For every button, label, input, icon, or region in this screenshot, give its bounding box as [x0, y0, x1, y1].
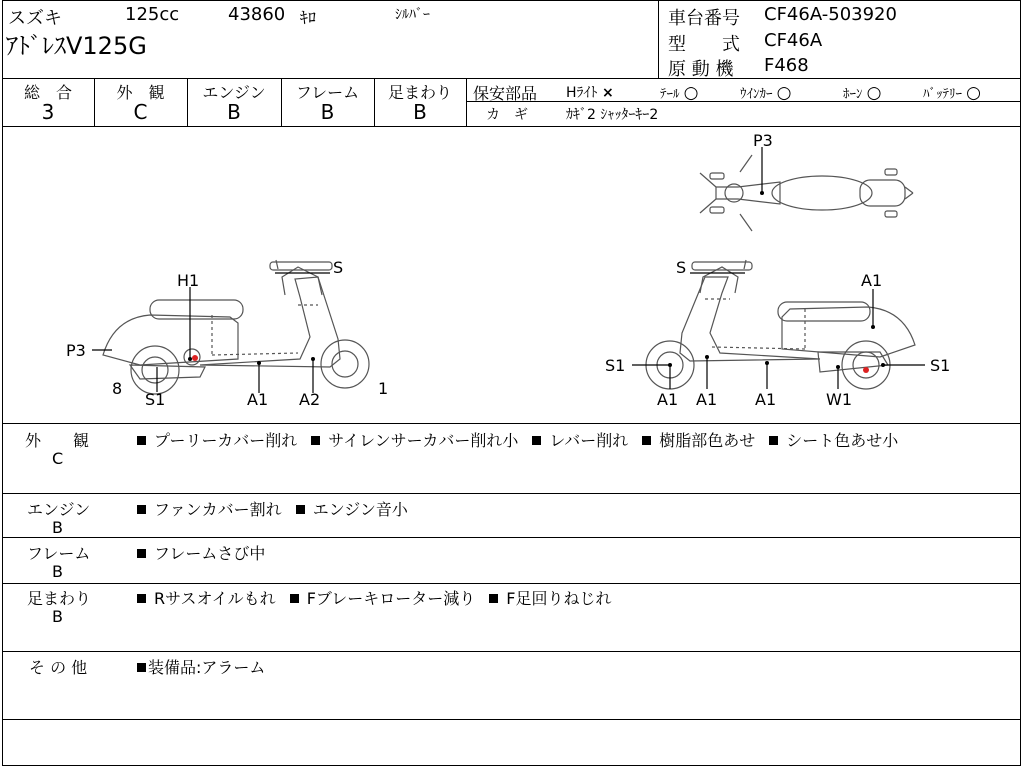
detail-items-other [137, 655, 279, 678]
scooter-top-view-icon [700, 155, 913, 231]
diagram-bottom-line [2, 423, 1021, 424]
detail-item: プーリーカバー削れ [137, 428, 297, 451]
diagram-label-a1-right-2: A1 [696, 390, 718, 409]
safety-label: 保安部品 [473, 84, 538, 103]
bullet-square-icon [137, 436, 146, 445]
detail-grade-suspension: B [52, 607, 63, 626]
detail-items-engine [137, 497, 422, 520]
bullet-square-icon [296, 505, 305, 514]
type-label: 型 式 [668, 34, 740, 55]
detail-item: 樹脂部色あせ [642, 428, 755, 451]
diagram-label-1: 1 [378, 379, 389, 398]
model-name: ｱﾄﾞﾚｽV125G [6, 32, 147, 60]
diagram-label-a1-right-1: A1 [657, 390, 679, 409]
detail-category-engine: エンジン [27, 500, 91, 519]
displacement: 125cc [125, 4, 180, 25]
bullet-square-icon [311, 436, 320, 445]
diagram-label-a1-right: A1 [861, 271, 883, 290]
detail-divider [2, 651, 1021, 652]
grade-engine: B [227, 100, 241, 124]
damage-mark-icon [192, 355, 198, 361]
mileage-unit: ｷﾛ [300, 8, 317, 27]
detail-item: レバー削れ [532, 428, 628, 451]
diagram-label-s1: S1 [145, 390, 166, 409]
grade-header-overall: 総 合 [23, 83, 72, 102]
detail-divider [2, 537, 1021, 538]
bullet-square-icon [769, 436, 778, 445]
bullet-square-icon [642, 436, 651, 445]
safety-item-horn: ﾎｰﾝ ○ [843, 83, 882, 103]
detail-divider [2, 493, 1021, 494]
maker: スズキ [8, 8, 62, 29]
detail-item: エンジン音小 [296, 497, 408, 520]
engine-value: F468 [764, 55, 809, 76]
detail-item: ファンカバー割れ [137, 497, 282, 520]
key-label: カ ギ [486, 107, 528, 123]
grade-exterior: C [133, 100, 148, 124]
bullet-square-icon [290, 594, 299, 603]
detail-items-frame [137, 541, 279, 564]
detail-item: シート色あせ小 [769, 428, 898, 451]
diagram-label-a2: A2 [299, 390, 321, 409]
scooter-left-icon [103, 260, 369, 394]
detail-category-exterior: 外 観 [25, 431, 90, 450]
bullet-square-icon [489, 594, 498, 603]
diagram-label-8: 8 [112, 379, 123, 398]
header-bottom-line [2, 78, 1021, 79]
grade-header-frame: フレーム [295, 83, 360, 102]
grade-suspension: B [413, 100, 427, 124]
diagram-label-p3-top: P3 [753, 131, 773, 150]
detail-category-other: そ の 他 [29, 658, 88, 677]
bullet-square-icon [532, 436, 541, 445]
bullet-square-icon [137, 594, 146, 603]
safety-item-tail: ﾃｰﾙ ○ [660, 83, 699, 103]
key-value: ｶｷﾞ2 ｼｬｯﾀｰｷｰ2 [566, 107, 659, 123]
diagram-label-s: S [333, 258, 344, 277]
detail-grade-engine: B [52, 518, 63, 537]
detail-category-frame: フレーム [27, 544, 91, 563]
bullet-square-icon [137, 505, 146, 514]
bullet-square-icon [137, 663, 146, 672]
detail-items-suspension [137, 586, 625, 609]
grade-header-engine: エンジン [202, 83, 266, 102]
detail-item: F足回りねじれ [489, 586, 611, 609]
grade-header-exterior: 外 観 [116, 83, 165, 102]
grade-overall: 3 [41, 100, 55, 124]
detail-grade-exterior: C [52, 449, 64, 468]
color: ｼﾙﾊﾞｰ [395, 7, 430, 23]
detail-grade-frame: B [52, 562, 63, 581]
diagram-label-s-right: S [676, 258, 687, 277]
diagram-label-w1: W1 [826, 390, 852, 409]
diagram-label-h1: H1 [177, 271, 200, 290]
detail-divider [2, 583, 1021, 584]
type-value: CF46A [764, 30, 823, 51]
detail-item: フレームさび中 [137, 541, 265, 564]
detail-item: Rサスオイルもれ [137, 586, 276, 609]
grade-frame: B [320, 100, 335, 124]
damage-mark-icon [863, 367, 869, 373]
engine-label: 原 動 機 [668, 59, 734, 80]
chassis-value: CF46A-503920 [764, 4, 897, 25]
detail-item: Fブレーキローター減り [290, 586, 476, 609]
bullet-square-icon [137, 549, 146, 558]
diagram-label-a1-right-3: A1 [755, 390, 777, 409]
diagram-label-s1-right-rear: S1 [930, 356, 951, 375]
diagram-label-s1-right-front: S1 [605, 356, 626, 375]
detail-category-suspension: 足まわり [27, 589, 92, 608]
safety-item-headlight: Hﾗｲﾄ × [566, 85, 614, 101]
grade-divider [466, 78, 467, 126]
chassis-label: 車台番号 [668, 8, 740, 29]
detail-item: 装備品:アラーム [137, 655, 265, 678]
detail-items-exterior [137, 428, 898, 451]
safety-item-winker: ｳｲﾝｶｰ ○ [740, 83, 792, 103]
detail-item: サイレンサーカバー削れ小 [311, 428, 518, 451]
grade-header-suspension: 足まわり [387, 83, 452, 102]
safety-item-battery: ﾊﾞｯﾃﾘｰ ○ [923, 83, 981, 103]
diagram-label-p3: P3 [66, 341, 86, 360]
detail-divider [2, 719, 1021, 720]
mileage: 43860 [228, 4, 286, 25]
header-divider [658, 0, 659, 78]
diagram-label-a1: A1 [247, 390, 269, 409]
